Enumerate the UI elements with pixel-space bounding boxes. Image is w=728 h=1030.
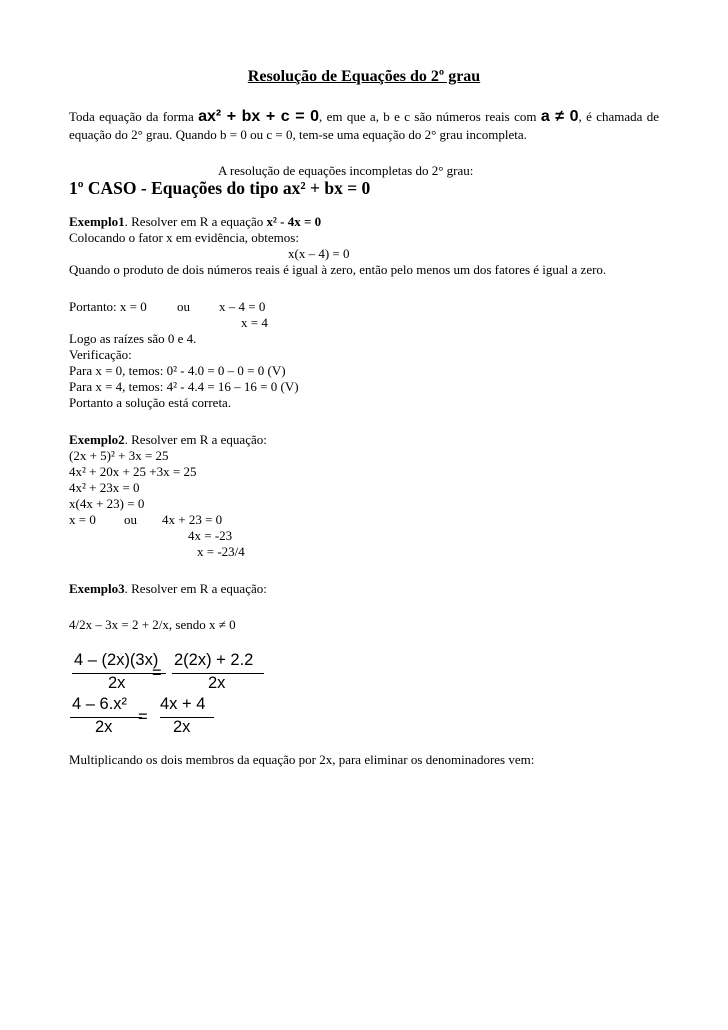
fraction-1-numerator: 4 – (2x)(3x)	[74, 651, 159, 669]
example2-step3: 4x² + 23x = 0	[69, 480, 140, 495]
example1-factored: x(x – 4) = 0	[288, 246, 350, 261]
fraction-4	[160, 696, 218, 742]
intro-text-2: , em que a, b e c são números reais com	[318, 109, 541, 124]
example1-equation: x² - 4x = 0	[266, 214, 322, 229]
fraction-3-denominator: 2x	[95, 718, 113, 736]
equals-sign-2: =	[138, 708, 148, 726]
a-not-zero: a ≠ 0	[540, 108, 579, 125]
example3-equation: 4/2x – 3x = 2 + 2/x, sendo x ≠ 0	[69, 617, 236, 632]
example1-text: . Resolver em R a equação	[124, 214, 267, 229]
fraction-2	[172, 652, 268, 696]
example3-text: . Resolver em R a equação:	[124, 581, 267, 596]
example1-conclusion: Portanto a solução está correta.	[69, 395, 232, 410]
example1-check2: Para x = 4, temos: 4² - 4.4 = 16 – 16 = 0 (V)	[69, 379, 299, 394]
fraction-1-denominator: 2x	[108, 674, 126, 692]
example1-line1: Colocando o fator x em evidência, obtemos:	[69, 230, 299, 245]
fraction-4-denominator: 2x	[173, 718, 191, 736]
example1-label: Exemplo1	[69, 214, 125, 229]
equals-sign-1: =	[152, 664, 162, 682]
intro-text-1: Toda equação da forma	[69, 109, 199, 124]
fraction-2-numerator: 2(2x) + 2.2	[174, 651, 254, 669]
example1-portanto: Portanto: x = 0	[69, 299, 147, 314]
fraction-4-numerator: 4x + 4	[160, 695, 206, 713]
case1-heading: 1º CASO - Equações do tipo ax² + bx = 0	[69, 178, 371, 198]
fraction-3-numerator: 4 – 6.x²	[72, 695, 128, 713]
intro-paragraph	[69, 108, 659, 144]
fraction-3	[70, 696, 146, 742]
example1-ou: ou	[177, 299, 190, 314]
example2-step6: 4x = -23	[188, 528, 233, 543]
example3-statement	[69, 581, 267, 597]
example2-step2: 4x² + 20x + 25 +3x = 25	[69, 464, 197, 479]
example2-step1: (2x + 5)² + 3x = 25	[69, 448, 169, 463]
subtitle: A resolução de equações incompletas do 2° grau:	[218, 163, 474, 178]
fraction-2-denominator: 2x	[208, 674, 226, 692]
general-form: ax² + bx + c = 0	[198, 108, 319, 125]
example3-final-line: Multiplicando os dois membros da equação por 2x, para eliminar os denominadores vem:	[69, 752, 535, 767]
example2-label: Exemplo2	[69, 432, 125, 447]
example1-line2: Quando o produto de dois números reais é igual à zero, então pelo menos um dos fatores é igual a zero.	[69, 262, 607, 277]
example1-check1: Para x = 0, temos: 0² - 4.0 = 0 – 0 = 0 (V)	[69, 363, 286, 378]
example2-step5b: 4x + 23 = 0	[162, 512, 223, 527]
example2-step7: x = -23/4	[197, 544, 245, 559]
page-title: Resolução de Equações do 2º grau	[247, 68, 481, 85]
example2-ou: ou	[124, 512, 137, 527]
intro-text-3: , é chamada de equação do 2° grau. Quando b = 0 ou c = 0, tem-se uma equação do 2° grau incompleta.	[69, 109, 660, 142]
example1-roots: Logo as raízes são 0 e 4.	[69, 331, 197, 346]
example2-statement	[69, 432, 267, 448]
example1-eq-a: x – 4 = 0	[219, 299, 266, 314]
example1-statement	[69, 214, 321, 230]
example2-text: . Resolver em R a equação:	[124, 432, 267, 447]
example2-step5a: x = 0	[69, 512, 96, 527]
example3-label: Exemplo3	[69, 581, 125, 596]
example2-step4: x(4x + 23) = 0	[69, 496, 145, 511]
example1-verification-label: Verificação:	[69, 347, 132, 362]
example1-eq-b: x = 4	[241, 315, 268, 330]
